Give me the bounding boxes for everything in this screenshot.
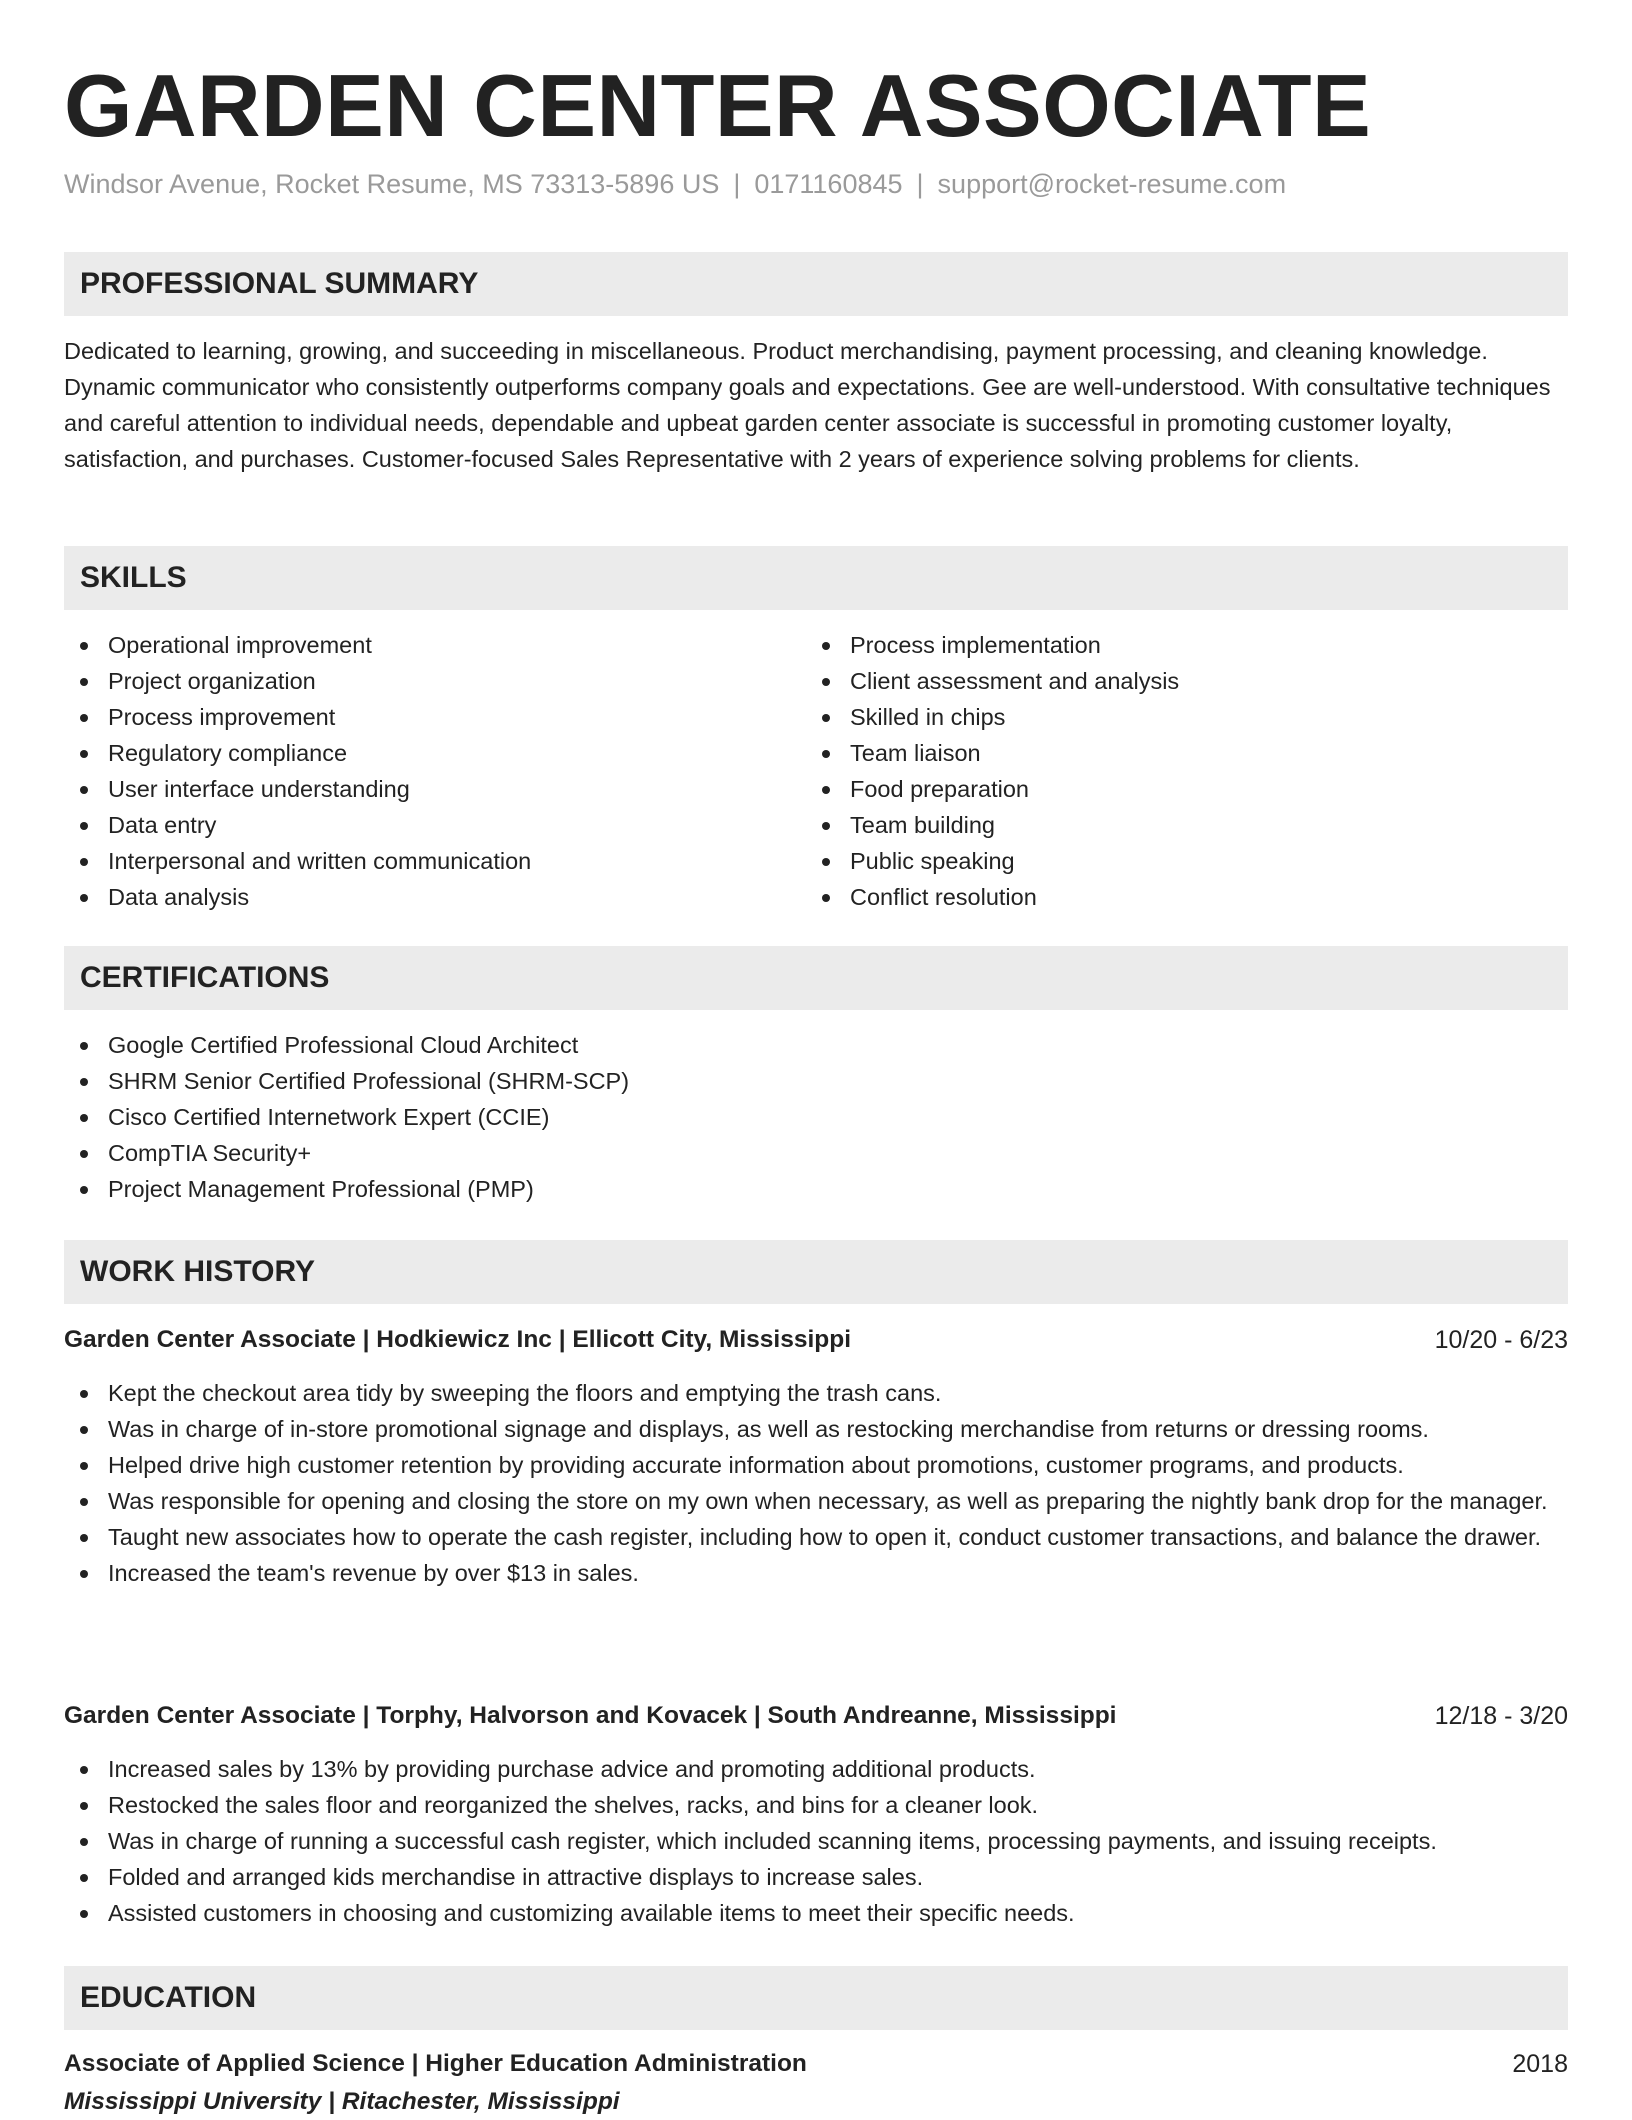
job-bullet: Was in charge of running a successful cash register, which included scanning items, processing payments, and issuing receipts. (64, 1823, 1568, 1859)
job-bullet: Restocked the sales floor and reorganized the shelves, racks, and bins for a cleaner look. (64, 1787, 1568, 1823)
skill-item: Public speaking (806, 843, 1546, 879)
certifications-list (64, 1027, 1568, 1207)
skill-item: Food preparation (806, 771, 1546, 807)
certification-item: SHRM Senior Certified Professional (SHRM-SCP) (64, 1063, 1568, 1099)
education-degree: Associate of Applied Science | Higher Education Administration (64, 2050, 807, 2077)
skill-item: Data entry (64, 807, 804, 843)
skill-item: Client assessment and analysis (806, 663, 1546, 699)
resume-name: GARDEN CENTER ASSOCIATE (64, 56, 1372, 155)
skill-item: Regulatory compliance (64, 735, 804, 771)
contact-phone: 0171160845 (754, 169, 903, 199)
work-section-title: WORK HISTORY (80, 1255, 316, 1288)
job-dates: 10/20 - 6/23 (1434, 1326, 1568, 1354)
contact-address: Windsor Avenue, Rocket Resume, MS 73313-5896 US (64, 169, 720, 199)
skills-list-right (806, 627, 1546, 915)
summary-section-title: PROFESSIONAL SUMMARY (80, 267, 479, 300)
contact-separator: | (733, 169, 741, 199)
certifications-section-title: CERTIFICATIONS (80, 961, 330, 994)
contact-email: support@rocket-resume.com (937, 169, 1287, 199)
certification-item: Cisco Certified Internetwork Expert (CCIE) (64, 1099, 1568, 1135)
job-bullet: Increased the team's revenue by over $13 in sales. (64, 1555, 1568, 1591)
skills-section-header (64, 546, 1568, 610)
skill-item: Conflict resolution (806, 879, 1546, 915)
skill-item: Data analysis (64, 879, 804, 915)
education-section-header (64, 1966, 1568, 2030)
job-bullets (64, 1751, 1568, 1931)
skill-item: Process implementation (806, 627, 1546, 663)
skills-list-left (64, 627, 804, 915)
job-bullet: Helped drive high customer retention by providing accurate information about promotions, customer programs, and products. (64, 1447, 1568, 1483)
certification-item: Google Certified Professional Cloud Architect (64, 1027, 1568, 1063)
skill-item: Interpersonal and written communication (64, 843, 804, 879)
job-bullet: Increased sales by 13% by providing purchase advice and promoting additional products. (64, 1751, 1568, 1787)
skill-item: Operational improvement (64, 627, 804, 663)
skill-item: Team building (806, 807, 1546, 843)
contact-line (64, 166, 1286, 202)
skill-item: Process improvement (64, 699, 804, 735)
skill-item: Project organization (64, 663, 804, 699)
education-section-title: EDUCATION (80, 1981, 257, 2014)
summary-section-header (64, 252, 1568, 316)
summary-text: Dedicated to learning, growing, and succeeding in miscellaneous. Product merchandising, payment processing, and cleaning knowledge. Dynamic communicator who consistently outperforms company goals and expectations. Gee are well-understood. With consultative techniques and careful attention to individual needs, dependable and upbeat garden center associate is successful in promoting customer loyalty, satisfaction, and purchases. Customer-focused Sales Representative with 2 years of experience solving problems for clients. (64, 338, 1551, 472)
job-bullet: Folded and arranged kids merchandise in attractive displays to increase sales. (64, 1859, 1568, 1895)
work-section-header (64, 1240, 1568, 1304)
education-school: Mississippi University | Ritachester, Mississippi (64, 2088, 620, 2115)
skill-item: User interface understanding (64, 771, 804, 807)
job-bullet: Kept the checkout area tidy by sweeping the floors and emptying the trash cans. (64, 1375, 1568, 1411)
job-heading: Garden Center Associate | Torphy, Halvorson and Kovacek | South Andreanne, Mississippi (64, 1702, 1117, 1729)
job-bullet: Was in charge of in-store promotional signage and displays, as well as restocking merchandise from returns or dressing rooms. (64, 1411, 1568, 1447)
certification-item: Project Management Professional (PMP) (64, 1171, 1568, 1207)
job-dates: 12/18 - 3/20 (1434, 1702, 1568, 1730)
job-bullet: Taught new associates how to operate the cash register, including how to open it, conduct customer transactions, and balance the drawer. (64, 1519, 1568, 1555)
education-year: 2018 (1512, 2050, 1568, 2078)
certifications-section-header (64, 946, 1568, 1010)
certification-item: CompTIA Security+ (64, 1135, 1568, 1171)
skills-section-title: SKILLS (80, 561, 187, 594)
job-bullets (64, 1375, 1568, 1591)
skill-item: Skilled in chips (806, 699, 1546, 735)
contact-separator: | (916, 169, 924, 199)
job-heading: Garden Center Associate | Hodkiewicz Inc | Ellicott City, Mississippi (64, 1326, 852, 1353)
job-bullet: Assisted customers in choosing and customizing available items to meet their specific needs. (64, 1895, 1568, 1931)
job-bullet: Was responsible for opening and closing the store on my own when necessary, as well as preparing the nightly bank drop for the manager. (64, 1483, 1568, 1519)
skill-item: Team liaison (806, 735, 1546, 771)
